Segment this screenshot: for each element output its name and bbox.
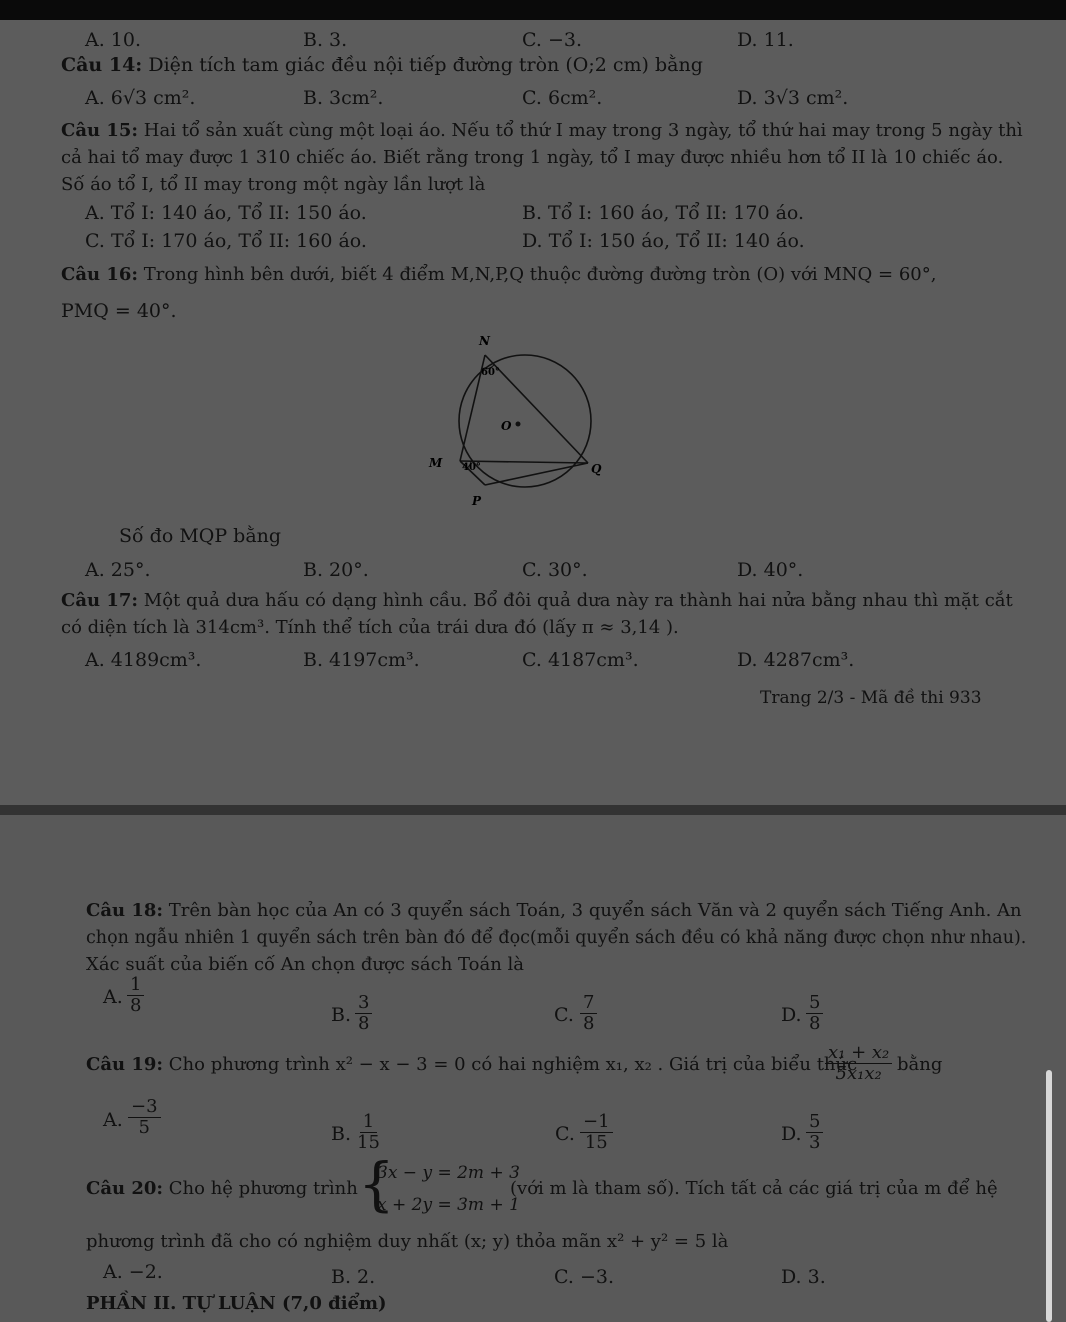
q18-option-d-fraction: $\frac{5}{8}$ [806, 993, 823, 1034]
q18-option-c-letter: C. [554, 1004, 574, 1026]
q20-intro: Câu 20: Cho hệ phương trình [86, 1178, 358, 1199]
q13-option-c: C. −3. [522, 29, 582, 51]
scrollbar[interactable] [1046, 1070, 1052, 1322]
q19-text-end: bằng [897, 1054, 943, 1075]
q17-label: Câu 17: [61, 590, 139, 611]
q19-question: Câu 19: Cho phương trình x² − x − 3 = 0 có hai nghiệm x₁, x₂ . Giá trị của biểu thức [86, 1054, 858, 1075]
q20-equation-2: x + 2y = 3m + 1 [377, 1195, 520, 1215]
q18-question-line1: Câu 18: Trên bàn học của An có 3 quyển sách Toán, 3 quyển sách Văn và 2 quyển sách Tiếng Anh. An [86, 900, 1022, 921]
q20-label: Câu 20: [86, 1178, 164, 1199]
q16-option-a: A. 25°. [85, 559, 151, 581]
q19-expression: $\frac{\text{x₁ + x₂}}{\text{5x₁x₂}}$ [825, 1043, 892, 1084]
q19-option-c-fraction: $\frac{-1}{15}$ [580, 1112, 613, 1153]
q19-option-c-letter: C. [555, 1123, 575, 1145]
q18-option-b-letter: B. [331, 1004, 352, 1026]
q18-option-b-fraction: $\frac{3}{8}$ [355, 993, 372, 1034]
q18-question-line3: Xác suất của biến cố An chọn được sách Toán là [86, 954, 525, 975]
label-q: Q [591, 462, 602, 476]
segment-pq [485, 463, 588, 485]
q16-question-line2: PMQ = 40°. [61, 300, 177, 322]
q16-question-line1: Câu 16: Trong hình bên dưới, biết 4 điểm M,N,P,Q thuộc đường đường tròn (O) với MNQ = 60°, [61, 264, 937, 285]
q14-option-b: B. 3cm². [303, 87, 384, 109]
q18-option-c-fraction: $\frac{7}{8}$ [580, 993, 597, 1034]
top-bar [0, 0, 1066, 20]
q20-question-line2: phương trình đã cho có nghiệm duy nhất (x; y) thỏa mãn x² + y² = 5 là [86, 1231, 729, 1252]
q19-option-d-fraction: $\frac{5}{3}$ [806, 1112, 823, 1153]
q18-option-d-letter: D. [781, 1004, 802, 1026]
part-2-heading: PHẦN II. TỰ LUẬN (7,0 điểm) [86, 1293, 387, 1314]
q14-label: Câu 14: [61, 54, 143, 76]
q14-question [61, 53, 703, 77]
q16-subquestion: Số đo MQP bằng [119, 525, 282, 547]
q17-option-a: A. 4189cm³. [85, 649, 202, 671]
q16-option-d: D. 40°. [737, 559, 804, 581]
q16-option-b: B. 20°. [303, 559, 369, 581]
q17-question-line2: có diện tích là 314cm³. Tính thể tích của trái dưa đó (lấy π ≈ 3,14 ). [61, 617, 679, 638]
q15-question-line2: cả hai tổ may được 1 310 chiếc áo. Biết rằng trong 1 ngày, tổ I may được nhiều hơn tổ II là 10 chiếc áo. [61, 147, 1004, 168]
q20-option-a: A. −2. [103, 1261, 163, 1283]
page-footer: Trang 2/3 - Mã đề thi 933 [760, 688, 982, 708]
label-m: M [429, 456, 443, 470]
q15-option-b: B. Tổ I: 160 áo, Tổ II: 170 áo. [522, 202, 805, 224]
label-o: O [501, 419, 512, 433]
q19-option-a-letter: A. [103, 1109, 123, 1131]
q13-option-a: A. 10. [85, 29, 142, 51]
q15-option-d: D. Tổ I: 150 áo, Tổ II: 140 áo. [522, 230, 805, 252]
q19-option-b-fraction: $\frac{1}{15}$ [357, 1111, 380, 1153]
q13-option-b: B. 3. [303, 29, 348, 51]
q20-option-b: B. 2. [331, 1266, 376, 1288]
q19-option-d-letter: D. [781, 1123, 802, 1145]
q14-option-a: A. 6√3 cm². [85, 87, 196, 109]
q18-question-line2: chọn ngẫu nhiên 1 quyển sách trên bàn đó để đọc(mỗi quyển sách đều có khả năng được chọn như nhau). [86, 928, 1027, 948]
label-n: N [479, 334, 490, 348]
label-p: P [472, 494, 482, 508]
q15-question-line1: Câu 15: Hai tổ sản xuất cùng một loại áo. Nếu tổ thứ I may trong 3 ngày, tổ thứ hai may trong 5 ngày thì [61, 120, 1023, 141]
q17-option-c: C. 4187cm³. [522, 649, 639, 671]
q14-text: Diện tích tam giác đều nội tiếp đường tròn (O;2 cm) bằng [148, 54, 703, 76]
center-dot [516, 422, 521, 427]
angle-label-m: 40° [462, 462, 481, 473]
q18-label: Câu 18: [86, 900, 164, 921]
q14-option-d: D. 3√3 cm². [737, 87, 849, 109]
q15-label: Câu 15: [61, 120, 139, 141]
q16-option-c: C. 30°. [522, 559, 588, 581]
q20-option-c: C. −3. [554, 1266, 614, 1288]
q15-option-a: A. Tổ I: 140 áo, Tổ II: 150 áo. [85, 202, 367, 224]
q19-option-b-letter: B. [331, 1123, 352, 1145]
page-divider [0, 805, 1066, 815]
q19-option-a-fraction: $\frac{-3}{5}$ [128, 1097, 161, 1138]
q20-condition: (với m là tham số). Tích tất cả các giá trị của m để hệ [510, 1178, 998, 1199]
q15-question-line3: Số áo tổ I, tổ II may trong một ngày lần lượt là [61, 174, 486, 195]
angle-label-n: 60° [481, 367, 500, 378]
q20-option-d: D. 3. [781, 1266, 826, 1288]
q20-equation-1: 3x − y = 2m + 3 [377, 1163, 520, 1183]
q14-option-c: C. 6cm². [522, 87, 603, 109]
q17-question-line1: Câu 17: Một quả dưa hấu có dạng hình cầu. Bổ đôi quả dưa này ra thành hai nửa bằng nhau thì mặt cắt [61, 590, 1013, 611]
q16-label: Câu 16: [61, 264, 139, 285]
q18-option-a-fraction: $\frac{1}{8}$ [127, 975, 144, 1016]
system-brace: { [358, 1150, 395, 1218]
q17-option-b: B. 4197cm³. [303, 649, 420, 671]
q15-option-c: C. Tổ I: 170 áo, Tổ II: 160 áo. [85, 230, 367, 252]
circle-figure [415, 325, 625, 515]
q18-option-a-letter: A. [103, 986, 123, 1008]
segment-nq [485, 355, 588, 463]
q13-option-d: D. 11. [737, 29, 794, 51]
q19-label: Câu 19: [86, 1054, 164, 1075]
q17-option-d: D. 4287cm³. [737, 649, 855, 671]
